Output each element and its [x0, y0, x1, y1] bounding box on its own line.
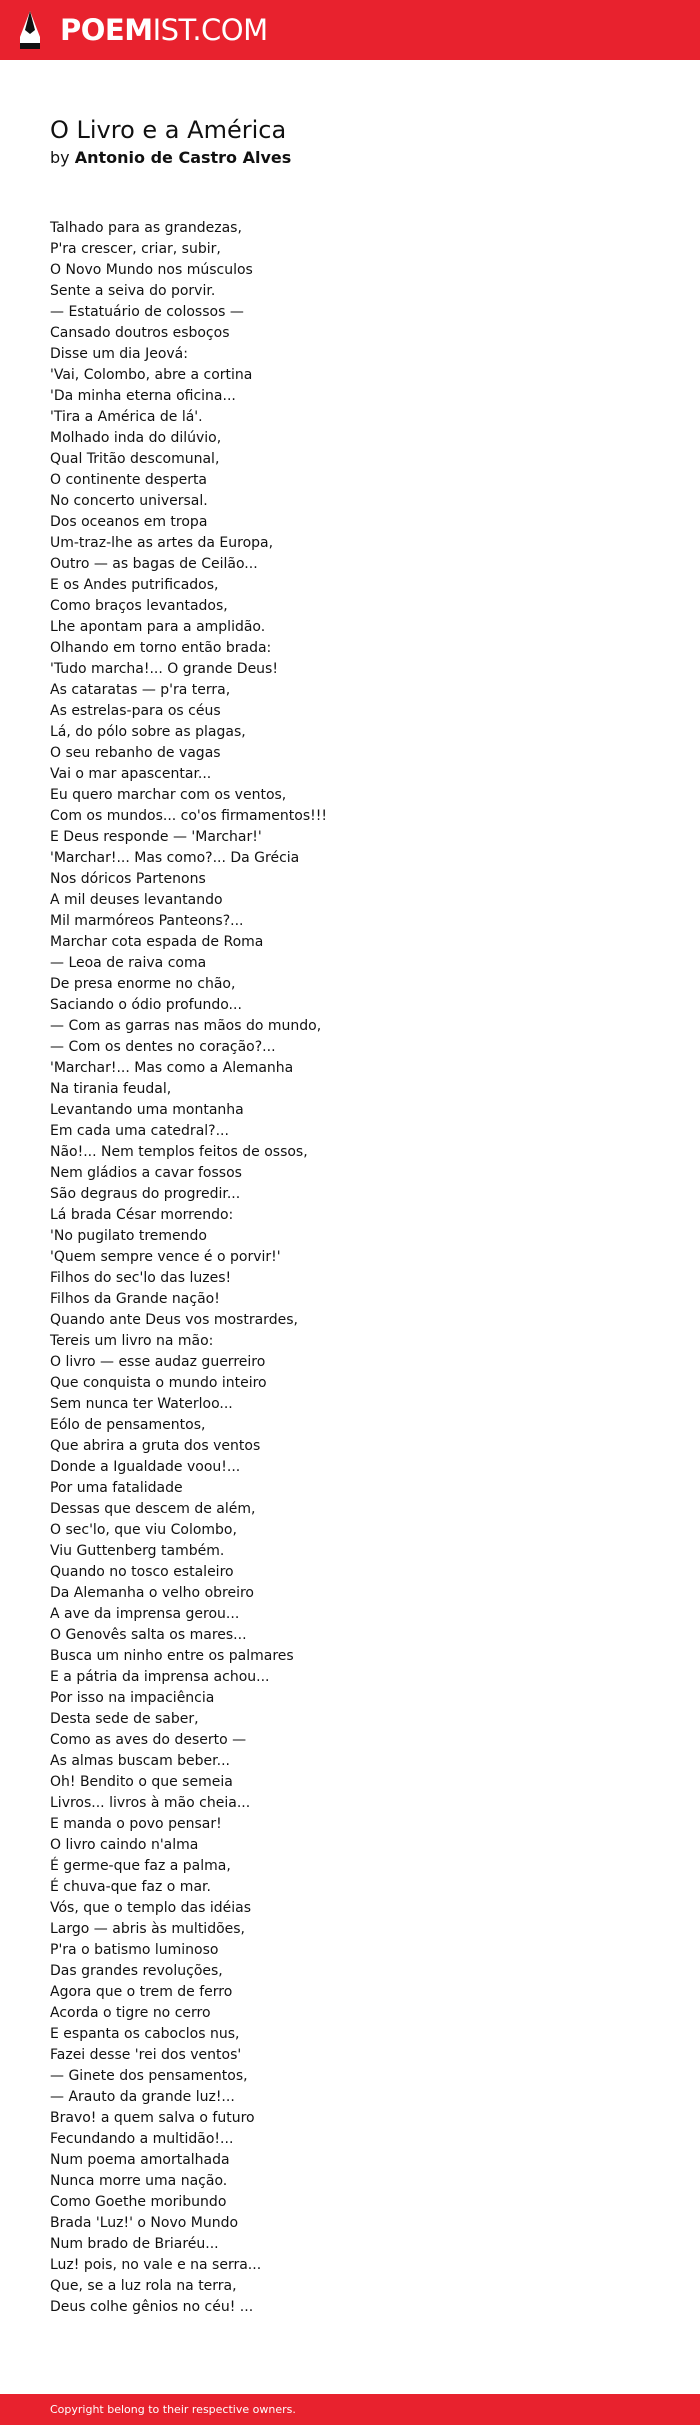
poem-line: As estrelas-para os céus — [50, 703, 221, 719]
poem-line: Saciando o ódio profundo... — [50, 997, 242, 1013]
poem-line: 'Vai, Colombo, abre a cortina — [50, 367, 253, 383]
poem-line: Cansado doutros esboços — [50, 325, 230, 341]
poem-line: 'Tira a América de lá'. — [50, 409, 203, 425]
poem-line: Não!... Nem templos feitos de ossos, — [50, 1144, 308, 1160]
poem-line: O continente desperta — [50, 472, 208, 488]
poem-line: Talhado para as grandezas, — [50, 220, 242, 236]
poem-line: Vai o mar apascentar... — [50, 766, 212, 782]
poem-line: Por uma fatalidade — [50, 1480, 183, 1496]
author-link[interactable]: Antonio de Castro Alves — [74, 148, 292, 167]
poem-line: São degraus do progredir... — [50, 1186, 241, 1202]
poem-line: Que conquista o mundo inteiro — [50, 1375, 267, 1391]
poem-line: Desta sede de saber, — [50, 1711, 199, 1727]
poem-line: Brada 'Luz!' o Novo Mundo — [50, 2215, 239, 2231]
poem-line: As cataratas — p'ra terra, — [50, 682, 231, 698]
pen-nib-icon[interactable] — [18, 10, 42, 50]
poem-line: Um-traz-lhe as artes da Europa, — [50, 535, 274, 551]
poem-line: Tereis um livro na mão: — [50, 1333, 214, 1349]
poem-title: O Livro e a América — [50, 116, 287, 144]
poem-header — [50, 115, 670, 169]
poem-line: 'Tudo marcha!... O grande Deus! — [50, 661, 278, 677]
poem-line: Por isso na impaciência — [50, 1690, 215, 1706]
poem-line: Que abrira a gruta dos ventos — [50, 1438, 261, 1454]
site-logo[interactable] — [60, 13, 268, 47]
poem-line: — Arauto da grande luz!... — [50, 2089, 235, 2105]
poem-line: Disse um dia Jeová: — [50, 346, 188, 362]
poem-line: Quando no tosco estaleiro — [50, 1564, 234, 1580]
poem-line: Sem nunca ter Waterloo... — [50, 1396, 233, 1412]
poem-line: Agora que o trem de ferro — [50, 1984, 233, 2000]
poem-line: — Com os dentes no coração?... — [50, 1039, 276, 1055]
poem-line: Viu Guttenberg também. — [50, 1543, 225, 1559]
poem-line: Num brado de Briaréu... — [50, 2236, 219, 2252]
poem-line: P'ra crescer, criar, subir, — [50, 241, 221, 257]
poem-line: Lá brada César morrendo: — [50, 1207, 234, 1223]
poem-line: Que, se a luz rola na terra, — [50, 2278, 237, 2294]
poem-line: Donde a Igualdade voou!... — [50, 1459, 241, 1475]
poem-line: O Novo Mundo nos músculos — [50, 262, 253, 278]
poem-line: Bravo! a quem salva o futuro — [50, 2110, 255, 2126]
poem-line: Quando ante Deus vos mostrardes, — [50, 1312, 298, 1328]
poem-line: 'Da minha eterna oficina... — [50, 388, 236, 404]
poem-line: Nunca morre uma nação. — [50, 2173, 228, 2189]
poem-line: Eu quero marchar com os ventos, — [50, 787, 287, 803]
logo-light-text: IST.COM — [152, 13, 268, 47]
poem-line: E espanta os caboclos nus, — [50, 2026, 240, 2042]
poem-line: Outro — as bagas de Ceilão... — [50, 556, 258, 572]
poem-line: O livro — esse audaz guerreiro — [50, 1354, 266, 1370]
poem-line: — Ginete dos pensamentos, — [50, 2068, 248, 2084]
poem-line: Filhos da Grande nação! — [50, 1291, 220, 1307]
poem-line: Da Alemanha o velho obreiro — [50, 1585, 254, 1601]
poem-line: É germe-que faz a palma, — [50, 1858, 231, 1874]
site-footer — [0, 2394, 700, 2425]
poem-line: Marchar cota espada de Roma — [50, 934, 264, 950]
copyright-text: Copyright belong to their respective owners. — [50, 2403, 296, 2416]
poem-line: Livros... livros à mão cheia... — [50, 1795, 251, 1811]
poem-line: A ave da imprensa gerou... — [50, 1606, 240, 1622]
poem-line: Como as aves do deserto — — [50, 1732, 247, 1748]
logo-bold-text: POEM — [60, 13, 153, 47]
poem-line: Oh! Bendito o que semeia — [50, 1774, 233, 1790]
poem-line: Fazei desse 'rei dos ventos' — [50, 2047, 242, 2063]
poem-line: Levantando uma montanha — [50, 1102, 244, 1118]
poem-line: Nos dóricos Partenons — [50, 871, 206, 887]
site-header — [0, 0, 700, 60]
poem-line: Vós, que o templo das idéias — [50, 1900, 251, 1916]
poem-body — [50, 218, 670, 2318]
poem-line: — Com as garras nas mãos do mundo, — [50, 1018, 322, 1034]
by-label: by — [50, 148, 70, 167]
poem-line: Como Goethe moribundo — [50, 2194, 227, 2210]
poem-line: Filhos do sec'lo das luzes! — [50, 1270, 232, 1286]
poem-line: Na tirania feudal, — [50, 1081, 172, 1097]
poem-line: O seu rebanho de vagas — [50, 745, 221, 761]
poem-line: Sente a seiva do porvir. — [50, 283, 216, 299]
poem-line: No concerto universal. — [50, 493, 208, 509]
poem-line: Molhado inda do dilúvio, — [50, 430, 222, 446]
poem-line: Fecundando a multidão!... — [50, 2131, 234, 2147]
poem-line: Em cada uma catedral?... — [50, 1123, 229, 1139]
poem-line: Com os mundos... co'os firmamentos!!! — [50, 808, 327, 824]
poem-line: Deus colhe gênios no céu! ... — [50, 2299, 254, 2315]
poem-line: A mil deuses levantando — [50, 892, 223, 908]
poem-line: O sec'lo, que viu Colombo, — [50, 1522, 237, 1538]
poem-line: Como braços levantados, — [50, 598, 228, 614]
poem-line: Eólo de pensamentos, — [50, 1417, 206, 1433]
byline — [50, 147, 670, 169]
poem-line: Lhe apontam para a amplidão. — [50, 619, 266, 635]
poem-line: Busca um ninho entre os palmares — [50, 1648, 294, 1664]
poem-line: 'Marchar!... Mas como?... Da Grécia — [50, 850, 300, 866]
poem-line: Olhando em torno então brada: — [50, 640, 272, 656]
poem-line: Nem gládios a cavar fossos — [50, 1165, 242, 1181]
poem-line: Mil marmóreos Panteons?... — [50, 913, 244, 929]
poem-line: Qual Tritão descomunal, — [50, 451, 220, 467]
poem-line: 'No pugilato tremendo — [50, 1228, 207, 1244]
poem-line: 'Marchar!... Mas como a Alemanha — [50, 1060, 294, 1076]
poem-line: Lá, do pólo sobre as plagas, — [50, 724, 246, 740]
poem-line: E a pátria da imprensa achou... — [50, 1669, 270, 1685]
poem-line: — Leoa de raiva coma — [50, 955, 207, 971]
poem-line: 'Quem sempre vence é o porvir!' — [50, 1249, 281, 1265]
poem-line: Dessas que descem de além, — [50, 1501, 256, 1517]
poem-line: O Genovês salta os mares... — [50, 1627, 247, 1643]
poem-line: Luz! pois, no vale e na serra... — [50, 2257, 262, 2273]
poem-line: É chuva-que faz o mar. — [50, 1879, 211, 1895]
poem-line: Num poema amortalhada — [50, 2152, 230, 2168]
poem-line: De presa enorme no chão, — [50, 976, 236, 992]
poem-line: Largo — abris às multidões, — [50, 1921, 246, 1937]
poem-line: E manda o povo pensar! — [50, 1816, 222, 1832]
poem-line: — Estatuário de colossos — — [50, 304, 244, 320]
poem-line: E Deus responde — 'Marchar!' — [50, 829, 262, 845]
poem-line: Dos oceanos em tropa — [50, 514, 208, 530]
poem-line: E os Andes putrificados, — [50, 577, 219, 593]
poem-line: P'ra o batismo luminoso — [50, 1942, 219, 1958]
poem-line: Acorda o tigre no cerro — [50, 2005, 211, 2021]
poem-line: Das grandes revoluções, — [50, 1963, 223, 1979]
poem-line: As almas buscam beber... — [50, 1753, 230, 1769]
poem-line: O livro caindo n'alma — [50, 1837, 199, 1853]
